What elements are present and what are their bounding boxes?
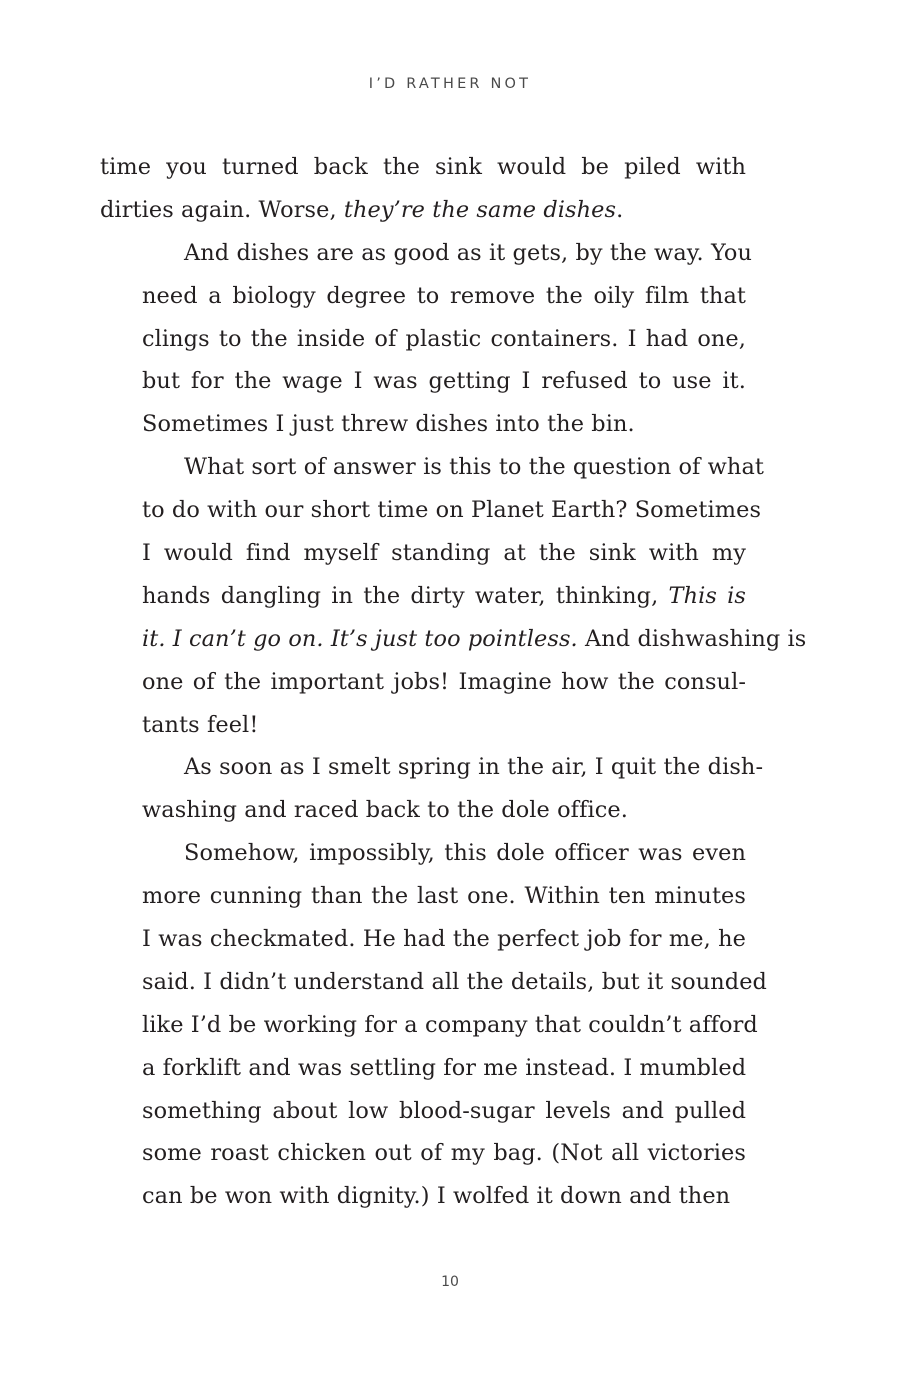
text-line <box>100 1175 746 1218</box>
text-line <box>100 575 746 618</box>
text-line <box>100 275 746 318</box>
text-run: And dishes are as good as it gets, by the way. You <box>184 239 753 266</box>
paragraph <box>100 446 807 746</box>
text-line <box>100 789 746 832</box>
text-line <box>100 232 753 275</box>
text-line <box>100 661 746 704</box>
text-run: some roast chicken out of my bag. (Not all victories <box>142 1140 746 1167</box>
text-run: time you turned back the sink would be piled with <box>100 154 746 180</box>
italic-run: This is <box>668 582 746 609</box>
text-run: something about low blood-sugar levels and pulled <box>142 1097 746 1124</box>
text-run: tants feel! <box>142 711 259 738</box>
text-run: . <box>616 196 624 223</box>
italic-run: they’re the same dishes <box>343 196 617 223</box>
page-number: 10 <box>441 1274 459 1290</box>
text-run: hands dangling in the dirty water, thinking, <box>142 582 669 609</box>
text-run: As soon as I smelt spring in the air, I quit the dish- <box>184 754 764 781</box>
text-line <box>100 918 746 961</box>
text-line <box>100 446 764 489</box>
italic-run: it. I can’t go on. It’s just too pointless. <box>142 625 578 652</box>
text-run: clings to the inside of plastic containers. I had one, <box>142 325 746 352</box>
text-line <box>100 704 746 747</box>
text-line <box>100 146 746 189</box>
text-run: to do with our short time on Planet Earth? Sometimes <box>142 497 762 524</box>
body-text <box>100 146 807 1218</box>
paragraph <box>100 832 767 1218</box>
paragraph <box>100 746 764 832</box>
text-line <box>100 1132 746 1175</box>
text-line <box>100 618 807 661</box>
text-run: like I’d be working for a company that couldn’t afford <box>142 1011 758 1038</box>
text-run: a forklift and was settling for me instead. I mumbled <box>142 1054 747 1081</box>
text-line <box>100 489 762 532</box>
text-run: need a biology degree to remove the oily film that <box>142 282 746 309</box>
text-line <box>100 1004 758 1047</box>
text-line <box>100 403 746 446</box>
text-line <box>100 360 746 403</box>
text-line <box>100 532 746 575</box>
text-line <box>100 746 764 789</box>
running-head: I’D RATHER NOT <box>368 76 532 92</box>
text-run: And dishwashing is <box>577 625 807 652</box>
text-run: more cunning than the last one. Within ten minutes <box>142 883 746 910</box>
text-line <box>100 189 746 232</box>
text-line <box>100 1090 746 1133</box>
text-run: washing and raced back to the dole office. <box>142 797 628 824</box>
text-run: Sometimes I just threw dishes into the bin. <box>142 411 635 438</box>
paragraph <box>100 146 746 232</box>
text-line <box>100 1047 746 1090</box>
text-run: can be won with dignity.) I wolfed it down and then <box>142 1183 731 1210</box>
text-line <box>100 832 746 875</box>
text-line <box>100 318 746 361</box>
text-run: Somehow, impossibly, this dole officer was even <box>184 840 746 867</box>
text-run: but for the wage I was getting I refused to use it. <box>142 368 746 395</box>
text-run: I would find myself standing at the sink with my <box>142 540 746 567</box>
text-run: dirties again. Worse, <box>100 196 344 223</box>
text-run: one of the important jobs! Imagine how the consul- <box>142 668 746 695</box>
text-run: said. I didn’t understand all the details, but it sounded <box>142 968 767 995</box>
paragraph <box>100 232 753 446</box>
text-line <box>100 961 767 1004</box>
text-line <box>100 875 746 918</box>
text-run: What sort of answer is this to the question of what <box>184 454 764 481</box>
text-run: I was checkmated. He had the perfect job for me, he <box>142 926 746 953</box>
